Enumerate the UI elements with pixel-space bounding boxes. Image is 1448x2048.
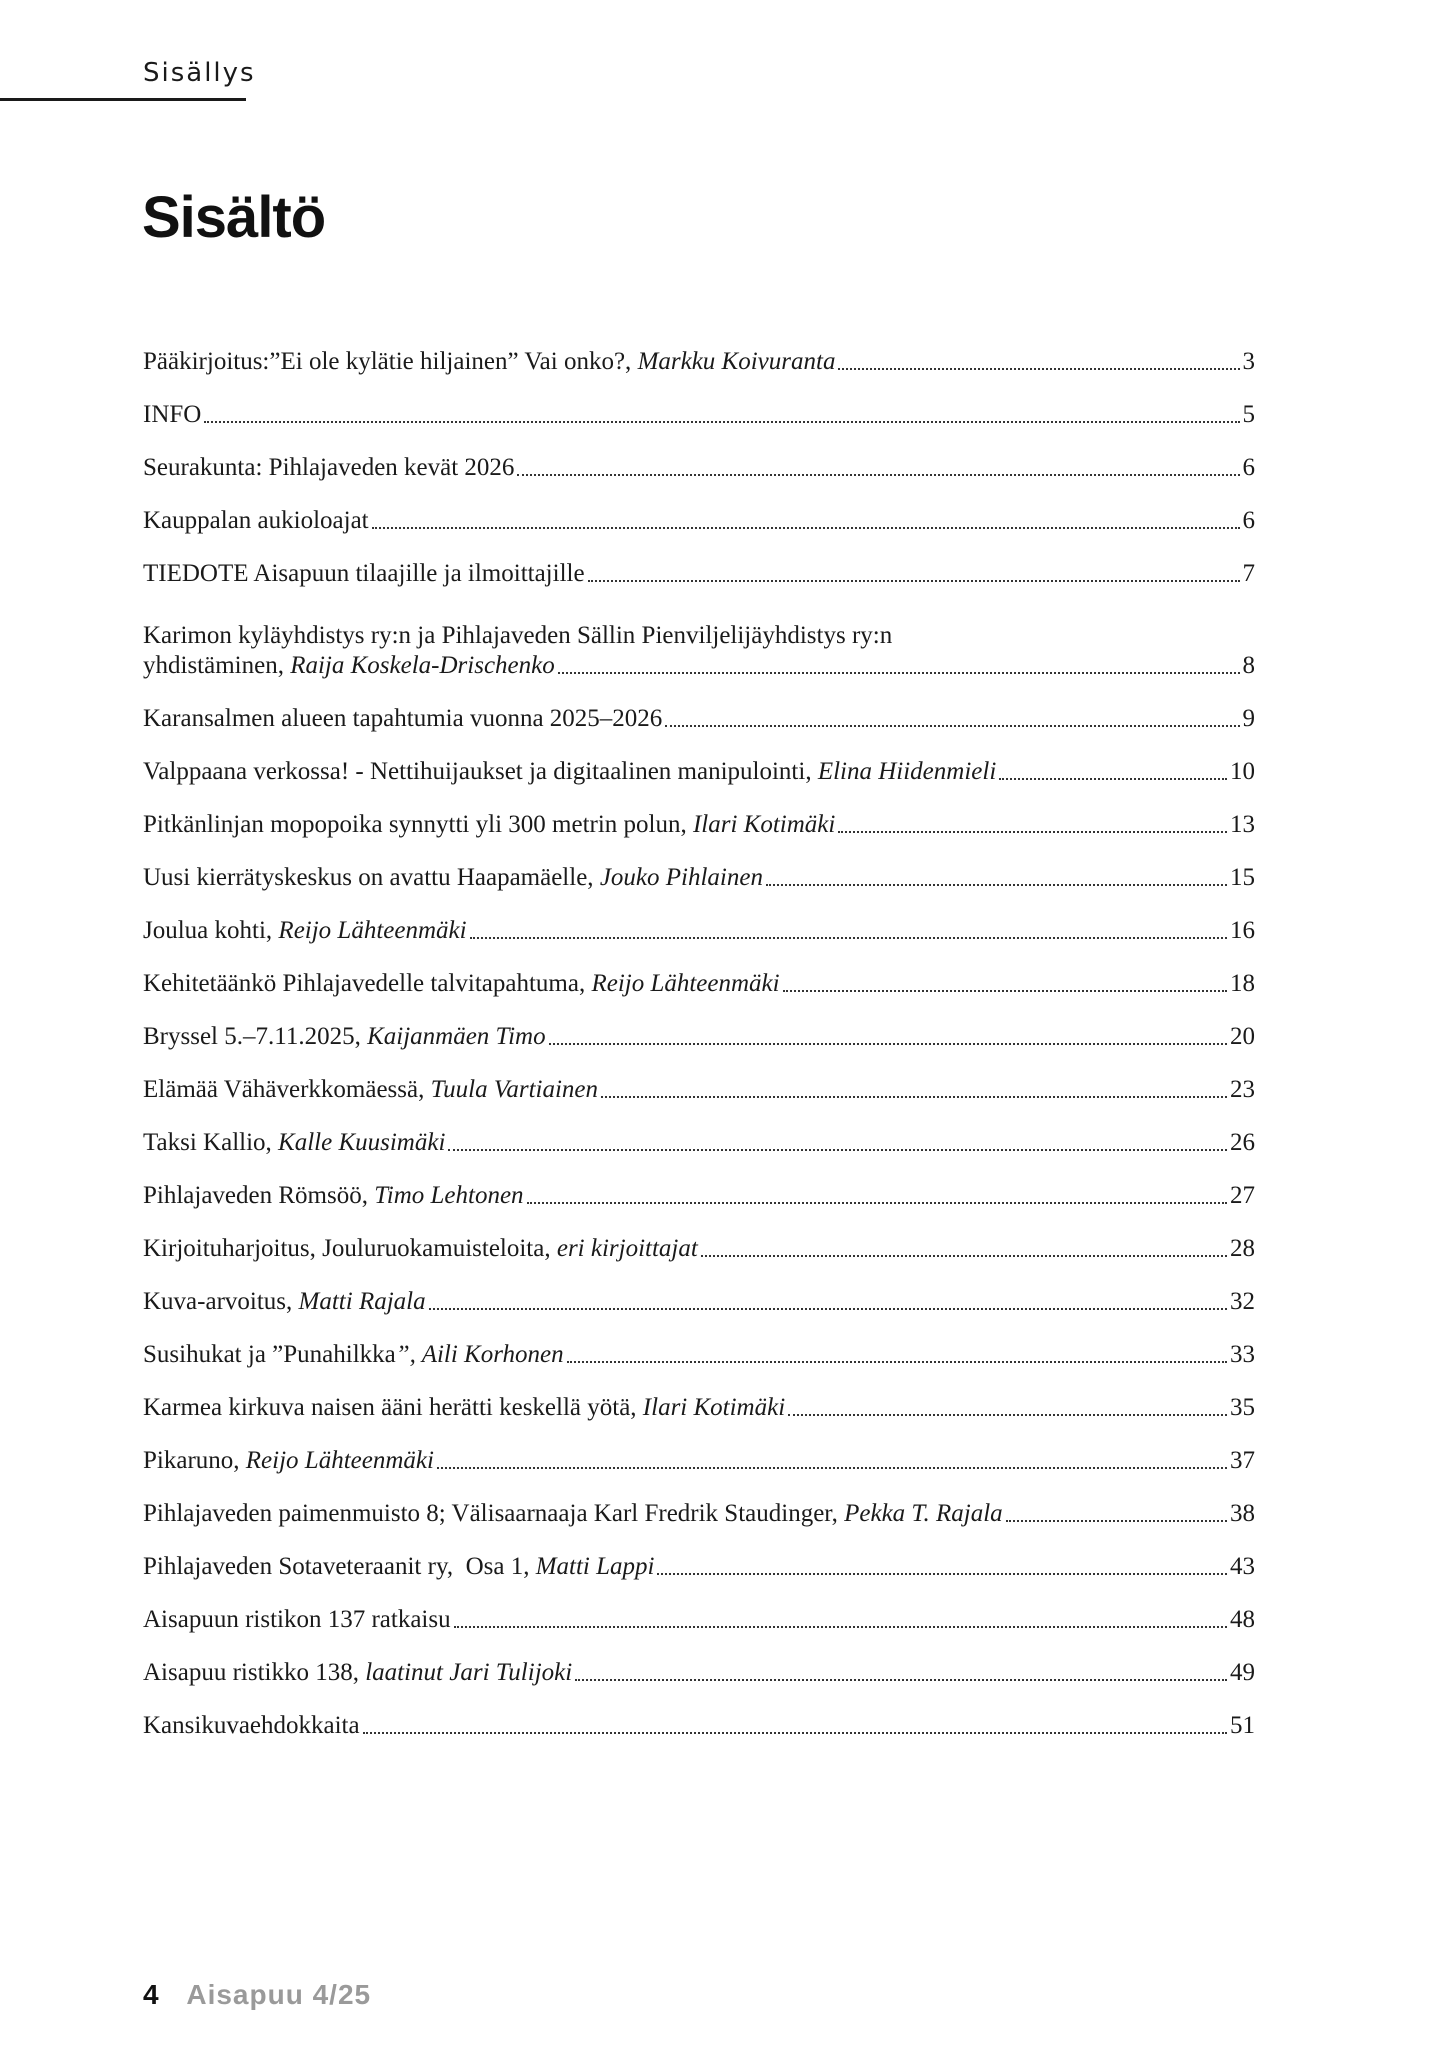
- toc-leader-dots: [517, 474, 1239, 476]
- toc-entry-page: 6: [1242, 454, 1255, 481]
- toc-entry-title-line1: Karimon kyläyhdistys ry:n ja Pihlajaveden Sällin Pienviljelijäyhdistys ry:n: [143, 622, 893, 649]
- toc-leader-dots: [783, 990, 1227, 992]
- toc-entry-title: Aisapuun ristikon 137 ratkaisu: [143, 1606, 451, 1633]
- toc-entry-page: 18: [1230, 970, 1255, 997]
- toc-entry-title: Pikaruno, Reijo Lähteenmäki: [143, 1447, 434, 1474]
- toc-entry-title: Kirjoituharjoitus, Jouluruokamuisteloita, eri kirjoittajat: [143, 1235, 698, 1262]
- toc-entry[interactable]: [143, 1704, 1255, 1741]
- toc-entry-page: 37: [1230, 1447, 1255, 1474]
- toc-entry-author: eri kirjoittajat: [556, 1235, 698, 1262]
- toc-entry[interactable]: [143, 1174, 1255, 1211]
- toc-entry[interactable]: [143, 552, 1255, 589]
- toc-leader-dots: [372, 527, 1240, 529]
- toc-entry-author: Ilari Kotimäki: [642, 1394, 786, 1421]
- toc-entry-page: 48: [1230, 1606, 1255, 1633]
- toc-entry-title: Kuva-arvoitus, Matti Rajala: [143, 1288, 426, 1315]
- toc-entry-page: 8: [1242, 652, 1255, 679]
- toc-entry-title: Seurakunta: Pihlajaveden kevät 2026: [143, 454, 515, 481]
- toc-leader-dots: [429, 1308, 1227, 1310]
- toc-entry-author: Markku Koivuranta: [637, 348, 836, 375]
- toc-entry-page: 43: [1230, 1553, 1255, 1580]
- toc-entry[interactable]: [143, 1280, 1255, 1317]
- toc-entry[interactable]: [143, 962, 1255, 999]
- toc-leader-dots: [567, 1361, 1227, 1363]
- toc-entry-title: Karmea kirkuva naisen ääni herätti keskellä yötä, Ilari Kotimäki: [143, 1394, 786, 1421]
- toc-entry-author: Matti Rajala: [298, 1288, 426, 1315]
- toc-entry-title: Bryssel 5.–7.11.2025, Kaijanmäen Timo: [143, 1023, 546, 1050]
- toc-leader-dots: [838, 368, 1239, 370]
- toc-leader-dots: [1006, 1520, 1227, 1522]
- toc-entry-title: Susihukat ja ”Punahilkka”, Aili Korhonen: [143, 1341, 564, 1368]
- toc-entry-title: Pihlajaveden Römsöö, Timo Lehtonen: [143, 1182, 524, 1209]
- toc-entry-author: Ilari Kotimäki: [692, 811, 836, 838]
- toc-entry-author: Reijo Lähteenmäki: [591, 970, 780, 997]
- toc-entry-author: Jouko Pihlainen: [599, 864, 763, 891]
- toc-entry[interactable]: [143, 1439, 1255, 1476]
- toc-entry[interactable]: [143, 499, 1255, 536]
- toc-entry-page: 13: [1230, 811, 1255, 838]
- toc-entry-title: INFO: [143, 401, 202, 428]
- toc-entry-title: Karansalmen alueen tapahtumia vuonna 2025–2026: [143, 705, 663, 732]
- toc-leader-dots: [448, 1149, 1227, 1151]
- toc-entry-title: Aisapuu ristikko 138, laatinut Jari Tulijoki: [143, 1659, 573, 1686]
- footer-page-number: 4: [143, 1979, 159, 2010]
- table-of-contents: [143, 340, 1255, 1757]
- toc-entry-title: Pihlajaveden Sotaveteraanit ry, Osa 1, Matti Lappi: [143, 1553, 655, 1580]
- toc-entry[interactable]: [143, 1121, 1255, 1158]
- toc-entry[interactable]: [143, 1598, 1255, 1635]
- toc-entry[interactable]: [143, 1333, 1255, 1370]
- toc-entry[interactable]: [143, 1386, 1255, 1423]
- toc-entry-author: ”, Aili Korhonen: [395, 1341, 564, 1368]
- toc-entry-page: 6: [1242, 507, 1255, 534]
- toc-entry-author: laatinut Jari Tulijoki: [365, 1659, 573, 1686]
- toc-leader-dots: [204, 421, 1239, 423]
- toc-entry-page: 10: [1230, 758, 1255, 785]
- toc-entry-title: Kansikuvaehdokkaita: [143, 1712, 360, 1739]
- toc-leader-dots: [601, 1096, 1227, 1098]
- toc-entry-title: Joulua kohti, Reijo Lähteenmäki: [143, 917, 467, 944]
- toc-leader-dots: [838, 831, 1227, 833]
- toc-entry-page: 49: [1230, 1659, 1255, 1686]
- toc-leader-dots: [788, 1414, 1227, 1416]
- toc-entry-author: Kaijanmäen Timo: [367, 1023, 546, 1050]
- toc-entry-page: 5: [1242, 401, 1255, 428]
- toc-entry-title: Pihlajaveden paimenmuisto 8; Välisaarnaaja Karl Fredrik Staudinger, Pekka T. Rajala: [143, 1500, 1003, 1527]
- toc-entry[interactable]: [143, 803, 1255, 840]
- toc-entry[interactable]: [143, 856, 1255, 893]
- toc-entry-page: 35: [1230, 1394, 1255, 1421]
- toc-entry-page: 3: [1242, 348, 1255, 375]
- toc-entry-title: Uusi kierrätyskeskus on avattu Haapamäelle, Jouko Pihlainen: [143, 864, 763, 891]
- toc-entry[interactable]: [143, 446, 1255, 483]
- toc-entry-page: 16: [1230, 917, 1255, 944]
- toc-leader-dots: [575, 1679, 1227, 1681]
- toc-leader-dots: [363, 1732, 1227, 1734]
- toc-entry[interactable]: [143, 393, 1255, 430]
- toc-entry-author: Timo Lehtonen: [374, 1182, 524, 1209]
- toc-leader-dots: [766, 884, 1227, 886]
- toc-entry[interactable]: [143, 1545, 1255, 1582]
- toc-entry-author: Reijo Lähteenmäki: [245, 1447, 434, 1474]
- toc-entry[interactable]: [143, 909, 1255, 946]
- toc-entry-author: Pekka T. Rajala: [844, 1500, 1003, 1527]
- toc-entry-author: Tuula Vartiainen: [430, 1076, 599, 1103]
- toc-entry-title: Kauppalan aukioloajat: [143, 507, 369, 534]
- toc-entry-page: 7: [1242, 560, 1255, 587]
- toc-entry-page: 15: [1230, 864, 1255, 891]
- toc-leader-dots: [558, 672, 1240, 674]
- toc-entry-page: 28: [1230, 1235, 1255, 1262]
- toc-entry-title: Taksi Kallio, Kalle Kuusimäki: [143, 1129, 446, 1156]
- toc-entry-author: Raija Koskela-Drischenko: [290, 652, 555, 679]
- toc-entry-title: Pääkirjoitus:”Ei ole kylätie hiljainen” Vai onko?, Markku Koivuranta: [143, 348, 836, 375]
- toc-entry-page: 23: [1230, 1076, 1255, 1103]
- toc-entry-title: yhdistäminen, Raija Koskela-Drischenko: [143, 652, 555, 679]
- toc-entry-title: Kehitetäänkö Pihlajavedelle talvitapahtuma, Reijo Lähteenmäki: [143, 970, 780, 997]
- toc-entry-page: 51: [1230, 1712, 1255, 1739]
- toc-leader-dots: [588, 580, 1240, 582]
- toc-entry-title: Pitkänlinjan mopopoika synnytti yli 300 metrin polun, Ilari Kotimäki: [143, 811, 836, 838]
- toc-leader-dots: [454, 1626, 1227, 1628]
- section-label: [0, 58, 256, 101]
- toc-entry[interactable]: [143, 1227, 1255, 1264]
- toc-leader-dots: [527, 1202, 1227, 1204]
- toc-entry[interactable]: [143, 605, 1255, 681]
- toc-leader-dots: [470, 937, 1227, 939]
- toc-entry-page: 38: [1230, 1500, 1255, 1527]
- toc-entry-author: Reijo Lähteenmäki: [278, 917, 467, 944]
- toc-entry[interactable]: [143, 1651, 1255, 1688]
- toc-leader-dots: [657, 1573, 1227, 1575]
- toc-leader-dots: [549, 1043, 1227, 1045]
- toc-entry-page: 26: [1230, 1129, 1255, 1156]
- toc-entry-page: 33: [1230, 1341, 1255, 1368]
- footer-publication: Aisapuu 4/25: [186, 1979, 372, 2010]
- toc-entry-page: 20: [1230, 1023, 1255, 1050]
- toc-entry-author: Elina Hiidenmieli: [817, 758, 997, 785]
- toc-entry-author: Matti Lappi: [535, 1553, 655, 1580]
- toc-entry-page: 9: [1242, 705, 1255, 732]
- toc-leader-dots: [999, 778, 1227, 780]
- toc-entry-title: TIEDOTE Aisapuun tilaajille ja ilmoittajille: [143, 560, 585, 587]
- toc-entry-page: 27: [1230, 1182, 1255, 1209]
- toc-leader-dots: [701, 1255, 1227, 1257]
- toc-entry[interactable]: [143, 697, 1255, 734]
- page-footer: [143, 1979, 371, 2011]
- toc-entry-title: Elämää Vähäverkkomäessä, Tuula Vartiainen: [143, 1076, 599, 1103]
- toc-entry-author: Kalle Kuusimäki: [278, 1129, 446, 1156]
- toc-entry-title: Valppaana verkossa! - Nettihuijaukset ja digitaalinen manipulointi, Elina Hiidenmieli: [143, 758, 997, 785]
- section-label-text: Sisällys: [143, 58, 256, 88]
- toc-entry[interactable]: [143, 1015, 1255, 1052]
- page-title: Sisältö: [142, 185, 326, 250]
- toc-entry-page: 32: [1230, 1288, 1255, 1315]
- toc-entry[interactable]: [143, 750, 1255, 787]
- toc-leader-dots: [665, 725, 1239, 727]
- toc-entry[interactable]: [143, 1492, 1255, 1529]
- toc-entry[interactable]: [143, 340, 1255, 377]
- toc-entry[interactable]: [143, 1068, 1255, 1105]
- toc-leader-dots: [437, 1467, 1227, 1469]
